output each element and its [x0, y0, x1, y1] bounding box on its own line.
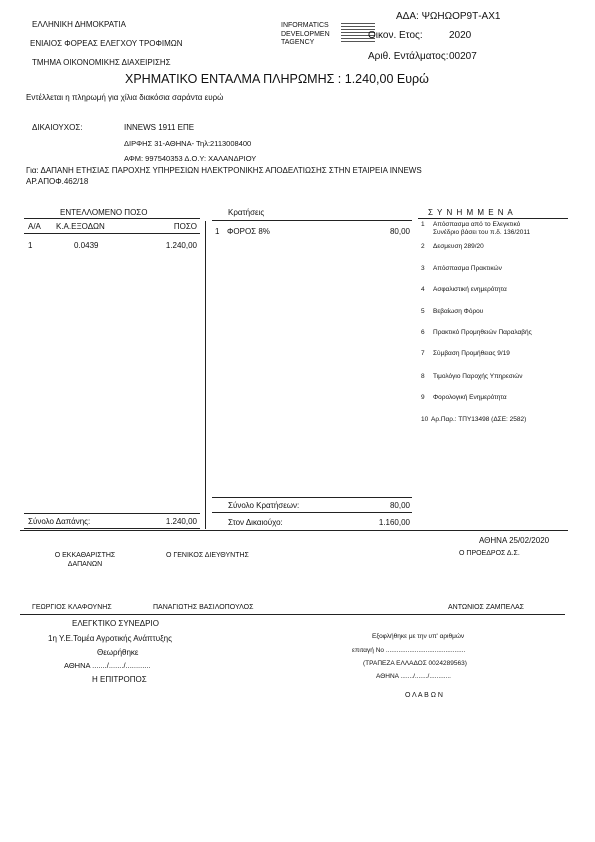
amount-in-words: Εντέλλεται η πληρωμή για χίλια διακόσια σαράντα ευρώ	[26, 93, 224, 102]
fiscal-year-value: 2020	[449, 30, 472, 41]
expense-header-amount: ΠΟΣΟ	[173, 222, 197, 231]
attachment-line-1: Απόσπασμα από το Ελεγκτικό	[433, 221, 521, 228]
attachment-number: 7	[421, 350, 425, 357]
attachment-item	[433, 394, 507, 402]
warrant-number-value: 00207	[449, 51, 477, 62]
signature-role-general-director: Ο ΓΕΝΙΚΟΣ ΔΙΕΥΘΥΝΤΗΣ	[166, 552, 249, 559]
org-name-department: ΤΜΗΜΑ ΟΙΚΟΝΟΜΙΚΗΣ ΔΙΑΧΕΙΡΙΣΗΣ	[32, 58, 171, 67]
expense-header-rule	[24, 233, 200, 234]
informatics-logo	[281, 22, 330, 48]
attachment-item	[433, 221, 530, 237]
deductions-title-rule	[212, 220, 412, 221]
signature-role-clearing-officer	[40, 552, 130, 568]
org-name-republic: ΕΛΛΗΝΙΚΗ ΔΗΜΟΚΡΑΤΙΑ	[32, 20, 126, 29]
expense-row-amount: 1.240,00	[165, 241, 197, 250]
signatory-name-2: ΠΑΝΑΓΙΩΤΗΣ ΒΑΣΙΛΟΠΟΥΛΟΣ	[153, 604, 254, 611]
signatory-name-1: ΓΕΩΡΓΙΟΣ ΚΛΑΦΟΥΝΗΣ	[32, 604, 112, 611]
expense-right-divider	[205, 221, 206, 529]
logo-line-2: DEVELOPMEN	[281, 30, 330, 38]
deduction-row-amount: 80,00	[389, 227, 410, 236]
audit-commissioner: Η ΕΠΙΤΡΟΠΟΣ	[92, 675, 147, 684]
receipt-recipient: Ο Λ Α Β Ω Ν	[405, 692, 443, 699]
net-to-beneficiary-label: Στον Δικαιούχο:	[228, 518, 283, 527]
attachment-number: 4	[421, 286, 425, 293]
fiscal-year-label: Οικον. Ετος:	[368, 30, 423, 41]
attachment-item	[433, 373, 523, 381]
attachment-number: 10	[421, 416, 429, 423]
ada-code: ΑΔΑ: ΨΩΗΩΟΡ9Τ-ΑΧ1	[396, 11, 501, 22]
attachment-number: 6	[421, 329, 425, 336]
document-title: ΧΡΗΜΑΤΙΚΟ ΕΝΤΑΛΜΑ ΠΛΗΡΩΜΗΣ : 1.240,00 Ευρώ	[125, 72, 429, 86]
attachment-line-1: Δεσμευση 289/20	[433, 243, 484, 250]
expense-header-code: Κ.Α.ΕΞΟΔΩΝ	[56, 222, 105, 231]
audit-place-date: ΑΘΗΝΑ ......./......./............	[64, 661, 151, 670]
attachment-number: 9	[421, 394, 425, 401]
attachment-item	[433, 308, 483, 316]
beneficiary-name: INNEWS 1911 ΕΠΕ	[124, 123, 195, 132]
attachment-item	[433, 286, 507, 294]
place-date: ΑΘΗΝΑ 25/02/2020	[479, 536, 550, 545]
deductions-title: Κρατήσεις	[228, 208, 265, 217]
attachment-line-1: Τιμολόγιο Παροχής Υπηρεσιών	[433, 373, 523, 380]
deductions-total-value: 80,00	[389, 501, 410, 510]
attachment-line-2: Συνέδριο βάσει του π.δ. 136/2011	[433, 229, 531, 236]
beneficiary-label: ΔΙΚΑΙΟΥΧΟΣ:	[32, 123, 83, 132]
deduction-row-label: ΦΟΡΟΣ 8%	[227, 227, 270, 236]
receipt-paid-statement: Εξοφλήθηκε με την υπ' αριθμών	[372, 633, 465, 640]
expense-total-rule	[24, 513, 200, 514]
section-rule	[20, 530, 568, 531]
attachment-number: 8	[421, 373, 425, 380]
attachment-line-1: Ασφαλιστική ενημερότητα	[433, 286, 507, 293]
receipt-place-date: ΑΘΗΝΑ ......./......./............	[376, 673, 451, 680]
signature-role-president: Ο ΠΡΟΕΔΡΟΣ Δ.Σ.	[459, 550, 520, 557]
role1-line2: ΔΑΠΑΝΩΝ	[67, 561, 103, 568]
expense-table-title: ΕΝΤΕΛΛΟΜΕΝΟ ΠΟΣΟ	[60, 208, 148, 217]
attachment-line-1: Πρακτικό Προμηθειών Παραλαβής	[433, 329, 532, 336]
audit-certified: Θεωρήθηκε	[97, 648, 139, 657]
attachment-item	[433, 265, 502, 273]
org-name-agency: ΕΝΙΑΙΟΣ ΦΟΡΕΑΣ ΕΛΕΓΧΟΥ ΤΡΟΦΙΜΩΝ	[30, 39, 183, 48]
deductions-total-rule	[212, 497, 412, 498]
deduction-row-aa: 1	[215, 227, 220, 236]
attachment-item	[433, 350, 510, 358]
attachment-item	[433, 243, 484, 251]
attachment-line-1: Βεβαίωση Φόρου	[433, 308, 484, 315]
attachment-line-1: Φορολογική Ενημερότητα	[433, 394, 507, 401]
signatory-name-3: ΑΝΤΩΝΙΟΣ ΖΑΜΠΕΛΑΣ	[448, 604, 524, 611]
role1-line1: Ο ΕΚΚΑΘΑΡΙΣΤΗΣ	[54, 552, 116, 559]
logo-line-1: INFORMATICS	[281, 22, 329, 29]
receipt-bank: (ΤΡΑΠΕΖΑ ΕΛΛΑΔΟΣ 0024289563)	[363, 660, 467, 667]
purpose-line-2: ΑΡ.ΑΠΟΦ.462/18	[26, 177, 89, 186]
warrant-number-label: Αριθ. Εντάλματος:	[368, 51, 449, 62]
receipt-cheque-number: επιταγή Νο ............................................	[352, 647, 466, 654]
attachment-number: 1	[421, 221, 425, 228]
expense-row-code: 0.0439	[74, 241, 99, 250]
attachment-item	[433, 329, 532, 337]
attachment-line-1: Απόσπασμα Πρακτικών	[433, 265, 502, 272]
deductions-mid-rule	[212, 512, 412, 513]
attachment-item	[431, 416, 526, 424]
audit-court: ΕΛΕΓΚΤΙΚΟ ΣΥΝΕΔΡΙΟ	[72, 619, 159, 628]
attachment-line-1: Σύμβαση Προμήθειας 9/19	[433, 350, 510, 357]
attachment-number: 5	[421, 308, 425, 315]
attachments-title-rule	[418, 218, 568, 219]
expense-row-aa: 1	[28, 241, 33, 250]
expense-title-rule	[24, 218, 200, 219]
deductions-total-label: Σύνολο Κρατήσεων:	[228, 501, 300, 510]
expense-total-value: 1.240,00	[165, 517, 197, 526]
beneficiary-address: ΔΙΡΦΗΣ 31-ΑΘΗΝΑ- Τηλ:2113008400	[124, 139, 252, 148]
signatures-rule	[20, 614, 565, 615]
expense-total-bottom-rule	[24, 528, 200, 529]
beneficiary-tax-id: ΑΦΜ: 997540353 Δ.Ο.Υ: ΧΑΛΑΝΔΡΙΟΥ	[124, 154, 257, 163]
attachment-number: 3	[421, 265, 425, 272]
attachment-number: 2	[421, 243, 425, 250]
attachment-line-1: Αρ.Παρ.: ΤΠΥ13498 (ΔΣΕ: 2582)	[431, 416, 527, 423]
expense-total-label: Σύνολο Δαπάνης:	[28, 517, 91, 526]
attachments-title: Σ Υ Ν Η Μ Μ Ε Ν Α	[428, 208, 514, 217]
net-to-beneficiary-value: 1.160,00	[378, 518, 410, 527]
logo-line-3: TAGENCY	[281, 39, 315, 46]
audit-department: 1η Υ.Ε.Τομέα Αγροτικής Ανάπτυξης	[48, 634, 172, 643]
expense-header-aa: Α/Α	[28, 222, 41, 231]
purpose-line-1: Για: ΔΑΠΑΝΗ ΕΤΗΣΙΑΣ ΠΑΡΟΧΗΣ ΥΠΗΡΕΣΙΩΝ ΗΛΕΚΤΡΟΝΙΚΗΣ ΑΠΟΔΕΛΤΙΩΣΗΣ ΣΤΗΝ ΕΤΑΙΡΕΙΑ INNEWS	[26, 166, 422, 175]
